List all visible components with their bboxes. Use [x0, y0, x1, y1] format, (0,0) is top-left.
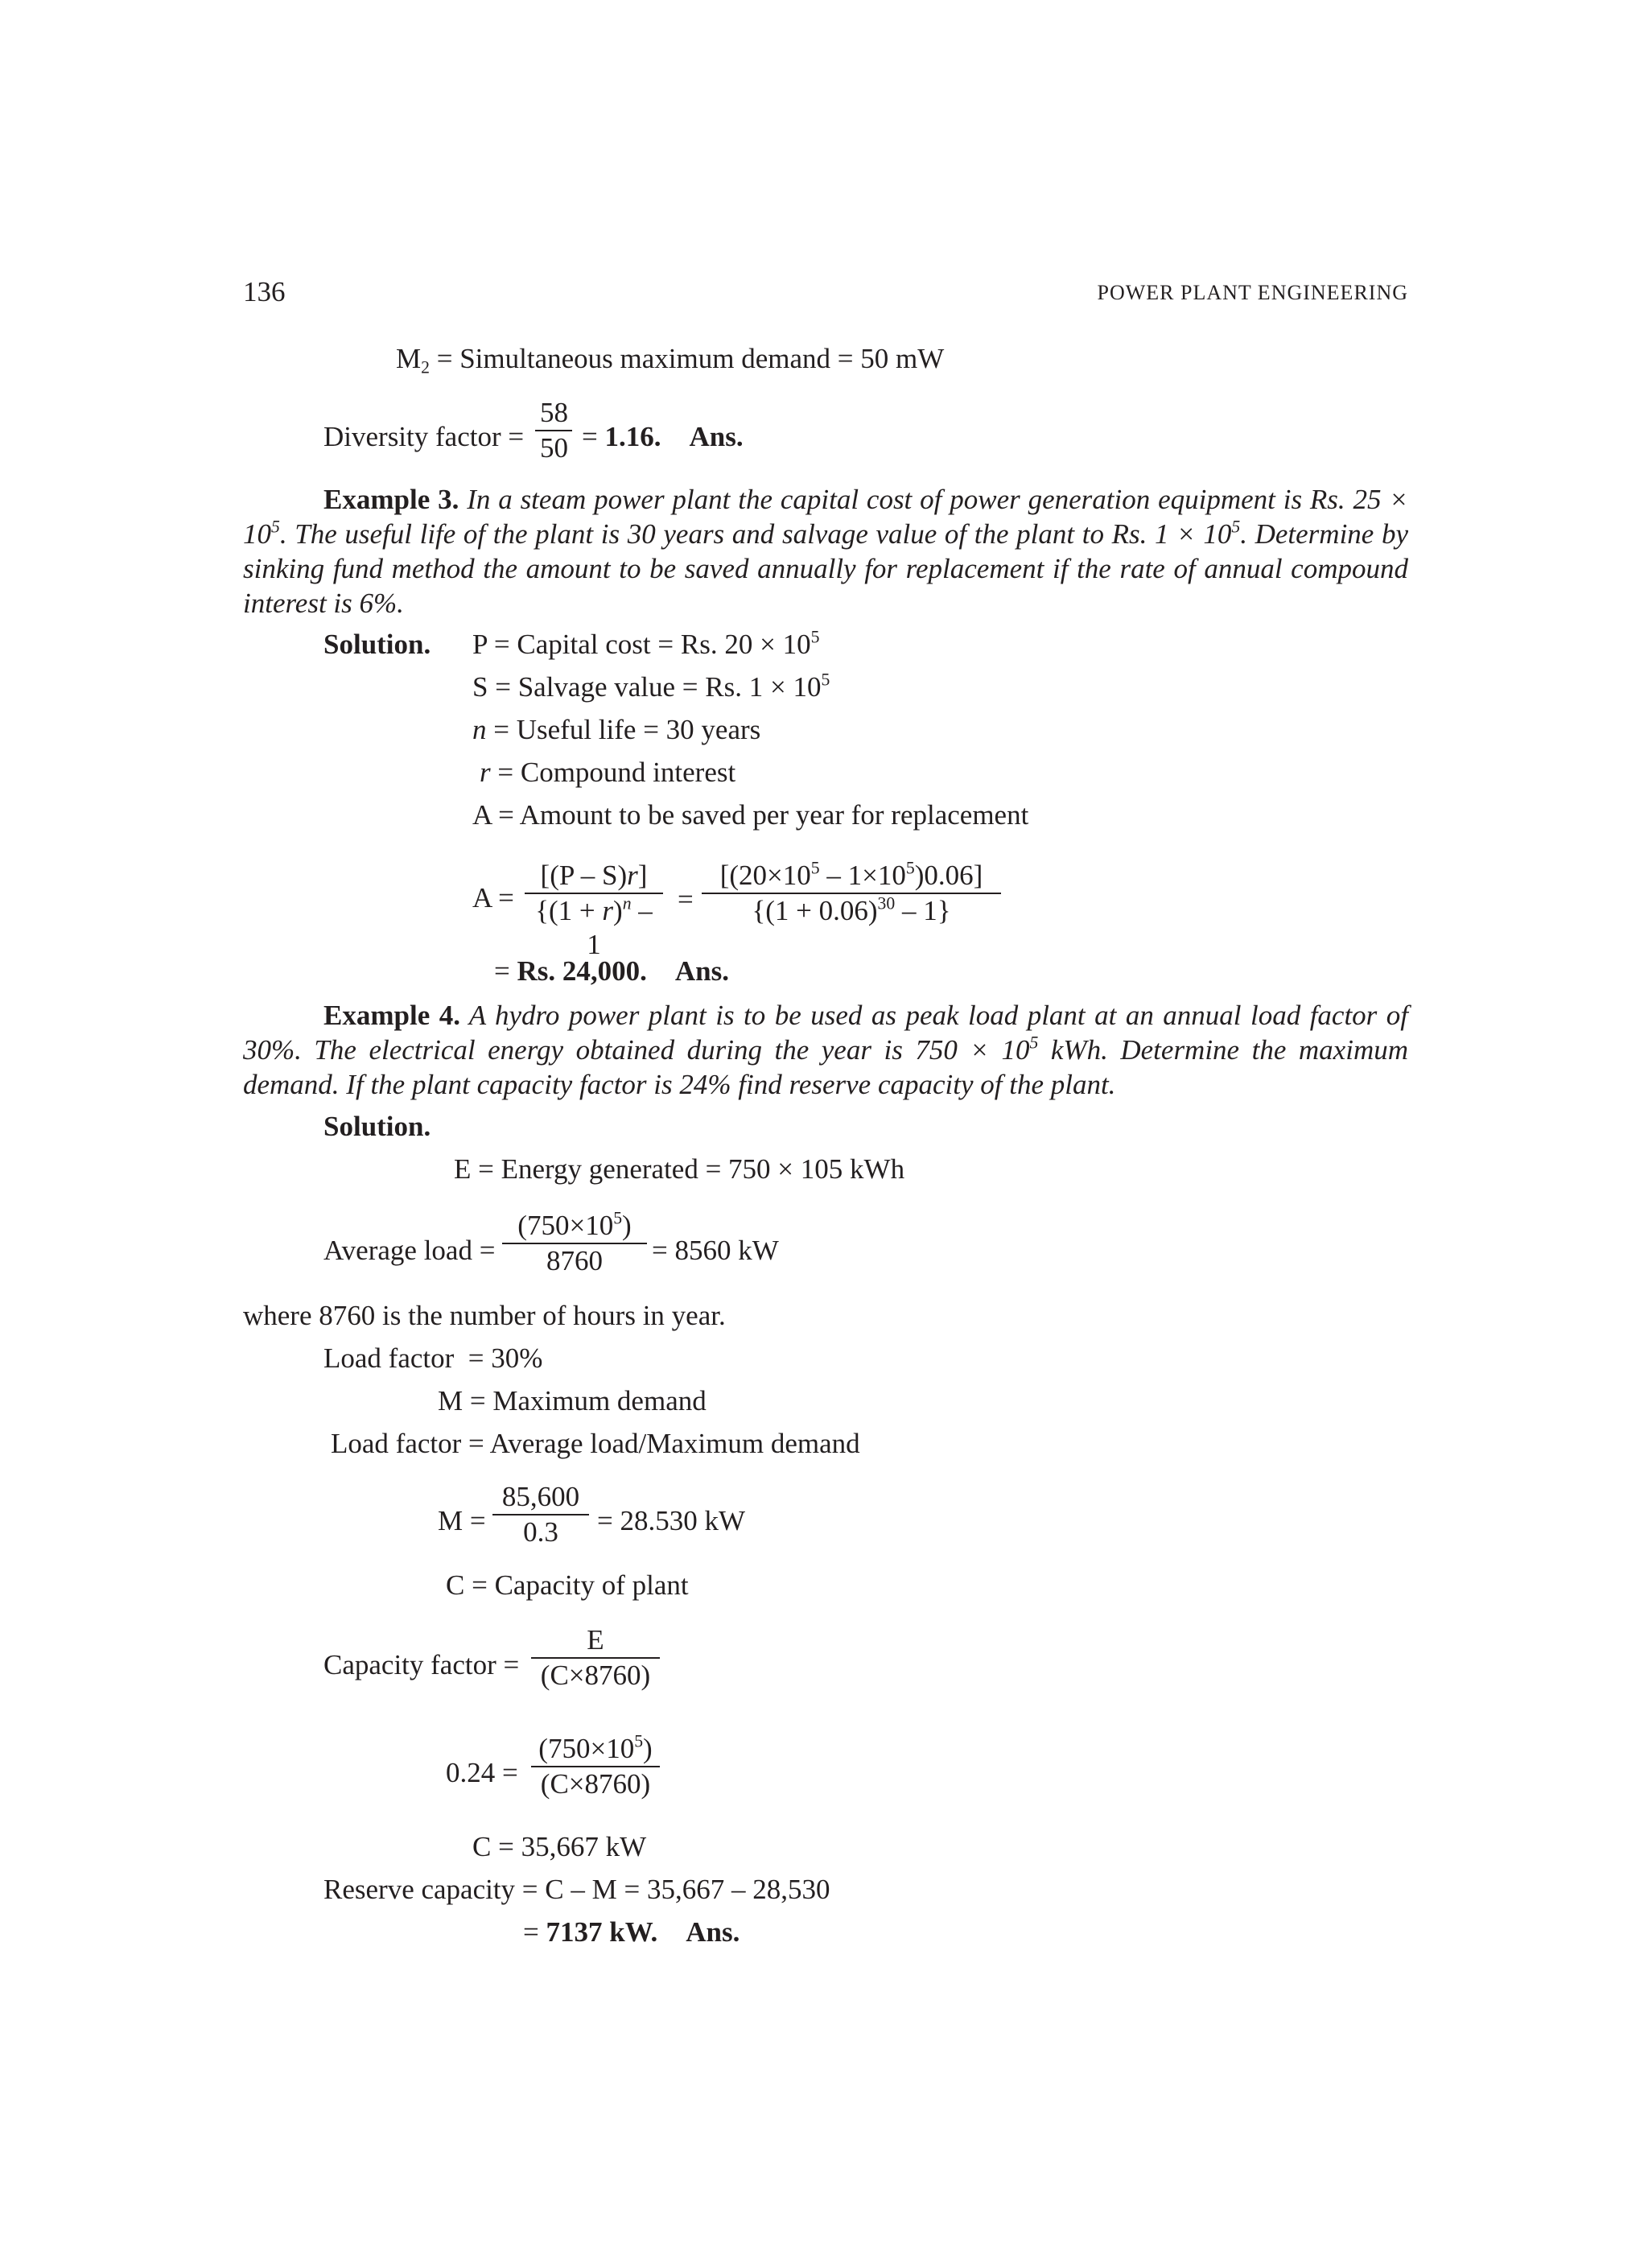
amount-saved-line: A = Amount to be saved per year for replacement	[472, 799, 1029, 831]
example-3-result: = Rs. 24,000. Ans.	[494, 955, 730, 987]
energy-generated-line: E = Energy generated = 750 × 105 kWh	[454, 1153, 905, 1185]
final-answer: = 7137 kW. Ans.	[523, 1916, 740, 1948]
numeric-fraction: $\frac{[(20\times 10^5 - 1\times 10^5)0.06]}{\{(1 + 0.06)^{30} - 1\}}$	[702, 859, 1001, 928]
sinking-fund-fraction: $\frac{[(P - S)r]}{\{(1 + r)^n - 1}$	[525, 859, 663, 962]
diversity-factor-label: Diversity factor =	[323, 421, 525, 452]
formula-lhs: A =	[472, 882, 514, 913]
m-fraction: $\frac{85,600}{0.3}$	[492, 1480, 589, 1549]
average-load-fraction: $\frac{(750\times 10^5)}{8760}$	[502, 1209, 647, 1278]
example-4-statement: Example 4. A hydro power plant is to be used as peak load plant at an annual load factor of 30%. The electrical energy obtained during the year is $750 \times 10^5$ kWh. Determine the maximum demand. If the plant capacity factor is 24% find reserve capacity of the plant.	[243, 1000, 1408, 1100]
capacity-result: C = 35,667 kW	[472, 1831, 647, 1862]
m-label: M =	[438, 1505, 486, 1536]
useful-life-line: n = Useful life = 30 years	[472, 714, 761, 745]
salvage-value-line: S = Salvage value = Rs. $1 \times 10^5$	[472, 670, 830, 703]
maximum-demand-line: M = Maximum demand	[438, 1385, 707, 1416]
capital-cost-line: P = Capital cost = Rs. $20 \times 10^5$	[472, 627, 820, 660]
m2-definition: $M_2$ = Simultaneous maximum demand = 50 mW	[396, 343, 945, 377]
page-number: 136	[243, 276, 286, 307]
capacity-of-plant-line: C = Capacity of plant	[446, 1569, 689, 1601]
solution-4-label: Solution.	[323, 1111, 431, 1142]
load-factor-line: Load factor = 30%	[323, 1342, 543, 1374]
m-result: = 28.530 kW	[597, 1505, 746, 1536]
reserve-capacity-line: Reserve capacity = C – M = 35,667 – 28,530	[323, 1874, 830, 1905]
load-factor-definition: Load factor = Average load/Maximum demand	[331, 1428, 860, 1459]
solution-3-label: Solution.	[323, 629, 431, 660]
diversity-result: = 1.16. Ans.	[582, 421, 744, 452]
capacity-factor-label: Capacity factor =	[323, 1649, 520, 1680]
capacity-value-fraction: $\frac{(750\times 10^5)}{(C\times 8760)}$	[531, 1732, 660, 1801]
average-load-label: Average load =	[323, 1235, 496, 1266]
formula-equals: =	[678, 884, 694, 915]
hours-note: where 8760 is the number of hours in year.	[243, 1300, 726, 1331]
example-3-statement: Example 3. In a steam power plant the capital cost of power generation equipment is Rs. $25 \times 10^5$. The useful life of the plant is 30 years and salvage value of the plant to Rs. $1 \times 10^5$. Determine by sinking fund method the amount to be saved annually for replacement if the rate of annual compound interest is 6%.	[243, 484, 1408, 619]
capacity-factor-fraction: $\frac{E}{(C\times 8760)}$	[531, 1623, 660, 1693]
capacity-value-label: 0.24 =	[446, 1757, 518, 1788]
average-load-result: = 8560 kW	[652, 1235, 779, 1266]
compound-interest-line: r = Compound interest	[480, 757, 736, 788]
running-title: POWER PLANT ENGINEERING	[1097, 281, 1408, 304]
diversity-fraction: $\frac{58}{50}$	[535, 396, 572, 465]
